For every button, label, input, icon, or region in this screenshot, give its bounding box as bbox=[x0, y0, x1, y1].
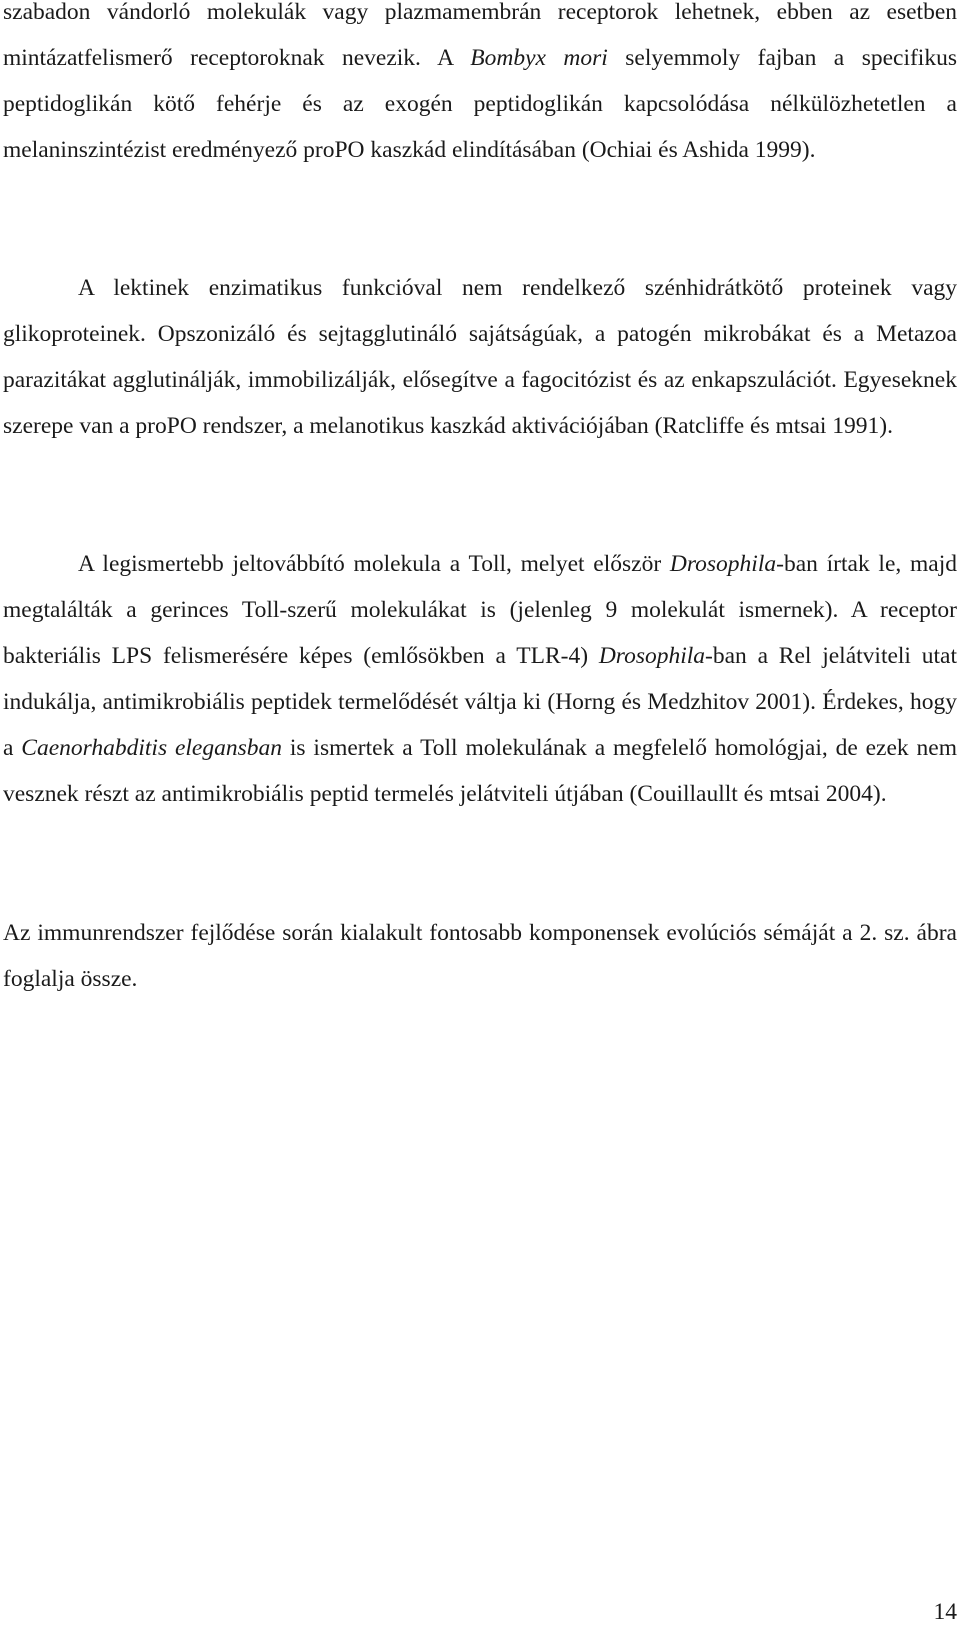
paragraph-3 bbox=[3, 541, 957, 817]
paragraph-3-segment: A legismertebb jeltovábbító molekula a Toll, melyet először bbox=[78, 551, 670, 577]
paragraph-3-italic-species: Caenorhabditis elegansban bbox=[21, 735, 283, 761]
paragraph-1-segment: selyemmoly fajban a specifikus peptidoglikán kötő fehérje és az exogén peptidoglikán kapcsolódása nélkülözhetetlen a melaninszintézist eredményező proPO kaszkád elindításában (Ochiai és Ashida 1999). bbox=[3, 45, 957, 163]
paragraph-1-segment: szabadon vándorló molekulák vagy plazmamembrán receptorok lehetnek, ebben az esetben mintázatfelismerő receptoroknak nevezik. A bbox=[3, 0, 957, 71]
paragraph-1-italic-species: Bombyx mori bbox=[470, 45, 608, 71]
paragraph-3-italic-genus: Drosophila bbox=[669, 551, 777, 577]
paragraph-1 bbox=[3, 0, 957, 173]
paragraph-3-segment: is ismertek a Toll molekulának a megfelelő homológjai, de ezek nem vesznek részt az antimikrobiális peptid termelés jelátviteli útjában (Couillaullt és mtsai 2004). bbox=[3, 735, 957, 807]
paragraph-4 bbox=[3, 910, 957, 1002]
paragraph-4-segment: Az immunrendszer fejlődése során kialakult fontosabb komponensek evolúciós sémáját a 2. sz. ábra foglalja össze. bbox=[3, 920, 957, 992]
paragraph-2-segment: A lektinek enzimatikus funkcióval nem rendelkező szénhidrátkötő proteinek vagy glikoproteinek. Opszonizáló és sejtagglutináló sajátságúak, a patogén mikrobákat és a Metazoa parazitákat agglutinálják, immobilizálják, elősegítve a fagocitózist és az enkapszulációt. Egyeseknek szerepe van a proPO rendszer, a melanotikus kaszkád aktivációjában (Ratcliffe és mtsai 1991). bbox=[3, 275, 957, 439]
paragraph-3-segment: -ban írtak le, majd megtalálták a gerinces Toll-szerű molekulákat is (jelenleg 9 molekulát ismernek). A receptor bakteriális LPS felismerésére képes (emlősökben a TLR-4) bbox=[3, 551, 957, 669]
paragraph-3-italic-genus: Drosophila bbox=[598, 643, 706, 669]
paragraph-2 bbox=[3, 265, 957, 449]
paragraph-3-segment: -ban a Rel jelátviteli utat indukálja, antimikrobiális peptidek termelődését váltja ki (Horng és Medzhitov 2001). Érdekes, hogy a bbox=[3, 643, 957, 761]
page-number: 14 bbox=[933, 1599, 957, 1625]
